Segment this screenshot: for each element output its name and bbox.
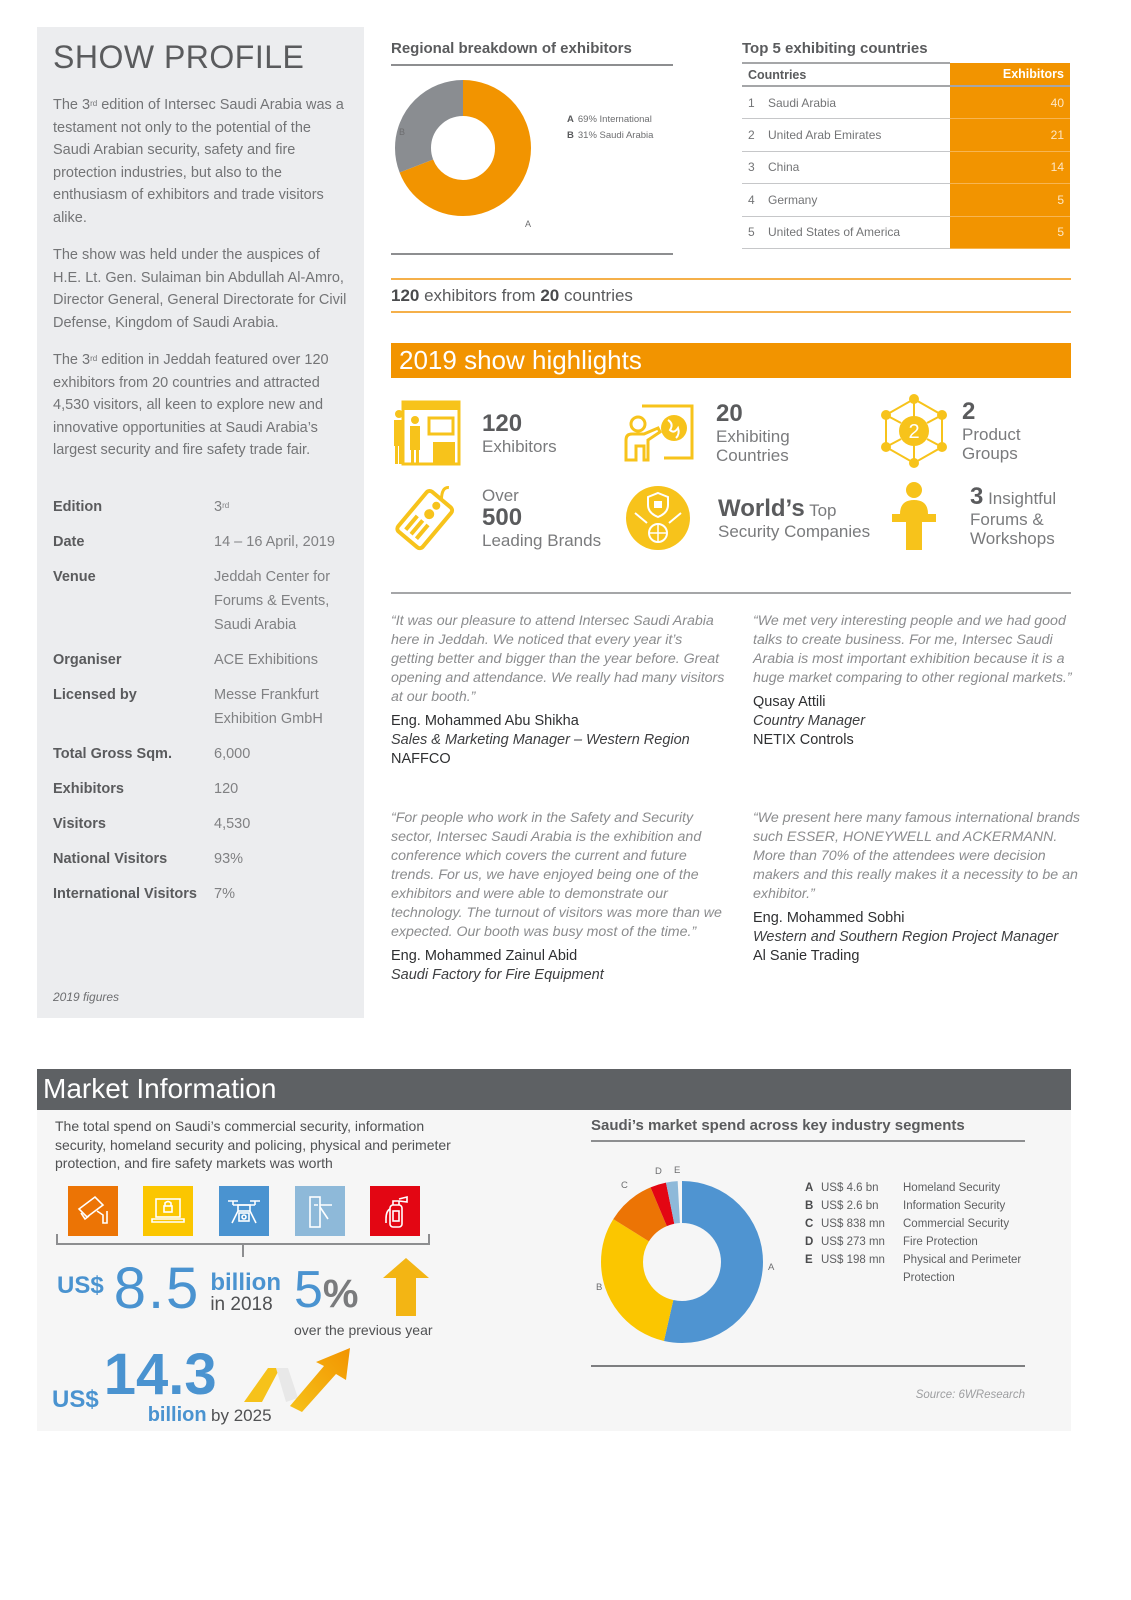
turnstile-icon [295, 1186, 345, 1236]
fact-total-gross-sqm: Total Gross Sqm. 6,000 [53, 745, 251, 762]
highlight-product-groups: 2 2 Product Groups [876, 396, 1021, 466]
forecast-2025: US$ 14.3 billion by 2025 [52, 1342, 272, 1426]
quote-text: “It was our pleasure to attend Intersec Saudi Arabia here in Jeddah. We noticed that every year it’s getting better and bigger than the year before. Great opening and attendance. We really had many visitors at our booth.” [391, 613, 725, 705]
show-profile-panel [37, 27, 364, 1018]
bracket-line [56, 1234, 430, 1245]
fact-visitors: Visitors 4,530 [53, 815, 251, 832]
legend-item-a: A US$ 4.6 bn Homeland Security [805, 1182, 1001, 1194]
segment-label-c: C [621, 1180, 628, 1191]
highlight-security-companies: World’s Top Security Companies [620, 483, 870, 553]
exhibition-booth-icon [388, 398, 464, 468]
quote-company: Al Sanie Trading [753, 948, 860, 964]
bracket-tick [242, 1245, 244, 1257]
fact-date: Date 14 – 16 April, 2019 [53, 533, 335, 550]
regional-legend [567, 112, 653, 144]
highlight-exhibitors: 120 Exhibitors [388, 398, 557, 468]
regional-breakdown [391, 40, 673, 255]
price-tag-icon [388, 483, 464, 553]
cctv-camera-icon [68, 1186, 118, 1236]
source-note: Source: 6WResearch [915, 1389, 1025, 1401]
divider [391, 592, 1071, 594]
growth-trend-arrow-icon [240, 1346, 354, 1421]
segments-title: Saudi’s market spend across key industry segments [591, 1117, 965, 1134]
regional-donut-chart [391, 66, 673, 246]
speaker-podium-icon [876, 481, 952, 551]
highlight-brands: Over 500 Leading Brands [388, 483, 601, 553]
profile-paragraph-3: The 3rd edition in Jeddah featured over 120 exhibitors from 20 countries and attracted 4,530 visitors, all keen to explore new and innovative opportunities at Saudi Arabia’s largest security and fire safety trade fair. [53, 352, 329, 458]
col-exhibitors: Exhibitors [950, 63, 1070, 86]
testimonial-1 [391, 612, 726, 769]
quote-author: Eng. Mohammed Sobhi [753, 910, 905, 926]
quote-text: “We met very interesting people and we had good talks to create business. For me, Intersec Saudi Arabia is most important exhibition because it is a huge market comparing to other regional markets.” [753, 613, 1072, 686]
network-hub-icon [876, 396, 952, 466]
segments-legend [805, 1179, 1023, 1287]
legend-item-b: B 31% Saudi Arabia [567, 130, 654, 141]
figures-note: 2019 figures [53, 990, 120, 1004]
fact-organiser: Organiser ACE Exhibitions [53, 651, 318, 668]
segment-label-b: B [399, 127, 406, 137]
legend-item-e: E US$ 198 mn Physical and Perimeter Protection [805, 1254, 1022, 1284]
fact-international-visitors: International Visitors 7% [53, 885, 235, 902]
legend-item-b: B US$ 2.6 bn Information Security [805, 1200, 1006, 1212]
quote-role: Western and Southern Region Project Manager [753, 929, 1059, 945]
quote-author: Eng. Mohammed Abu Shikha [391, 713, 579, 729]
divider [591, 1140, 1025, 1142]
profile-title: SHOW PROFILE [53, 39, 305, 75]
highlight-countries: 20 Exhibiting Countries [620, 398, 790, 468]
segments-donut-chart [596, 1172, 776, 1357]
fact-venue: Venue Jeddah Center for Forums & Events, Saudi Arabia [53, 568, 331, 633]
presenter-globe-icon [620, 398, 696, 468]
table-row: 5 United States of America 5 [742, 216, 1070, 249]
donut-svg [393, 78, 553, 238]
regional-title: Regional breakdown of exhibitors [391, 40, 632, 57]
growth-rate: 5% over the previous year [294, 1261, 433, 1338]
highlight-forums: 3 Insightful Forums & Workshops [876, 481, 1056, 551]
testimonial-3 [391, 809, 726, 985]
exhibitors-summary: 120 exhibitors from 20 countries [391, 278, 1071, 313]
profile-paragraph-2: The show was held under the auspices of H.E. Lt. Gen. Sulaiman bin Abdullah Al-Amro, Director General, General Directorate for Civil Defense, Kingdom of Saudi Arabia. [53, 247, 347, 331]
segment-label-b: B [596, 1282, 603, 1293]
legend-item-d: D US$ 273 mn Fire Protection [805, 1236, 978, 1248]
quote-author: Qusay Attili [753, 694, 826, 710]
segment-label-d: D [655, 1166, 662, 1177]
segment-label-a: A [768, 1262, 775, 1273]
quote-company: NAFFCO [391, 751, 451, 767]
table-header [742, 63, 1070, 86]
facts-list [53, 495, 348, 906]
fact-edition: Edition 3rd [53, 498, 230, 515]
divider [591, 1365, 1025, 1367]
market-intro: The total spend on Saudi’s commercial security, information security, homeland security and policing, physical and perimeter protection, and fire safety markets was worth [55, 1118, 451, 1171]
quote-role: Sales & Marketing Manager – Western Region [391, 732, 690, 748]
top5-countries [742, 40, 1070, 249]
svg-text:2: 2 [908, 421, 920, 443]
drone-camera-icon [219, 1186, 269, 1236]
fact-national-visitors: National Visitors 93% [53, 850, 244, 867]
legend-item-c: C US$ 838 mn Commercial Security [805, 1218, 1010, 1230]
table-row: 3 China 14 [742, 151, 1070, 184]
segment-label-a: A [525, 219, 532, 229]
profile-paragraph-1: The 3rd edition of Intersec Saudi Arabia was a testament not only to the potential of the Saudi Arabian security, safety and fire protection industries, but also to the enthusiasm of exhibitors and trade visitors alike. [53, 97, 344, 226]
divider [391, 253, 673, 255]
quote-role: Country Manager [753, 713, 866, 729]
security-globe-icon [620, 483, 696, 553]
legend-item-a: A 69% International [567, 114, 652, 125]
fact-exhibitors: Exhibitors 120 [53, 780, 239, 797]
market-segments [591, 1117, 1025, 1142]
quote-text: “We present here many famous international brands such ESSER, HONEYWELL and ACKERMANN. More than 70% of the attendees were decision makers and this really makes it a necessity to be an exhibitor.” [753, 810, 1081, 902]
quote-role: Saudi Factory for Fire Equipment [391, 967, 604, 983]
spend-2018: US$ 8.5 billion in 2018 [57, 1256, 281, 1321]
top5-table [742, 62, 1070, 249]
table-row: 2 United Arab Emirates 21 [742, 119, 1070, 152]
top5-title: Top 5 exhibiting countries [742, 40, 928, 57]
market-title: Market Information [37, 1069, 1071, 1110]
col-countries: Countries [742, 63, 950, 86]
table-row: 1 Saudi Arabia 40 [742, 86, 1070, 119]
segment-label-e: E [674, 1165, 681, 1176]
fact-licensed-by: Licensed by Messe Frankfurt Exhibition GmbH [53, 686, 323, 727]
testimonial-4 [753, 809, 1083, 966]
quote-author: Eng. Mohammed Zainul Abid [391, 948, 578, 964]
up-arrow-icon [383, 1258, 429, 1323]
laptop-lock-icon [143, 1186, 193, 1236]
testimonial-2 [753, 612, 1088, 750]
fire-extinguisher-icon [370, 1186, 420, 1236]
highlights-title: 2019 show highlights [391, 343, 1071, 378]
quote-company: NETIX Controls [753, 732, 854, 748]
quote-text: “For people who work in the Safety and Security sector, Intersec Saudi Arabia is the exhibition and conference which covers the current and future trends. For us, we have enjoyed being one of the exhibitors and were able to demonstrate our technology. The turnout of visitors was more than we expected. Our booth was busy most of the time.” [391, 810, 722, 940]
table-row: 4 Germany 5 [742, 184, 1070, 217]
